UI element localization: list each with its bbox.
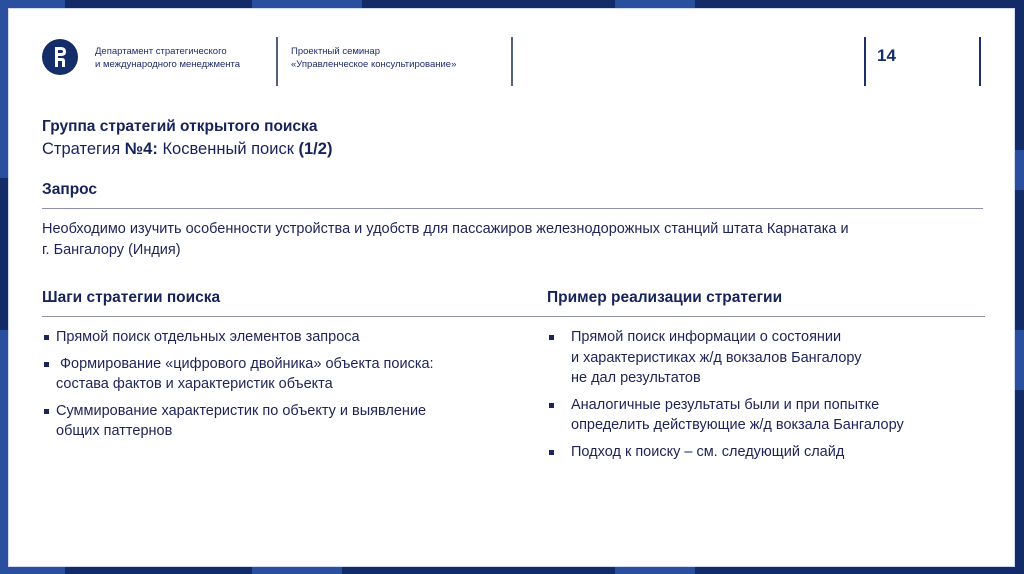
course-name — [291, 45, 456, 71]
strategy-name: Косвенный поиск — [157, 140, 299, 158]
steps-list-item: Суммирование характеристик по объекту и выявление общих паттернов — [42, 401, 502, 442]
request-divider — [42, 208, 983, 209]
frame-band-top-mid — [252, 0, 362, 9]
frame-band-bottom-mid — [252, 566, 342, 574]
hse-logo-glyph-icon — [51, 45, 69, 69]
course-line-1: Проектный семинар — [291, 46, 380, 57]
frame-band-bottom-left — [0, 566, 65, 574]
header-separator-4 — [979, 37, 981, 86]
strategy-title — [42, 140, 332, 159]
steps-list — [42, 327, 502, 448]
frame-band-bottom-mid2 — [615, 566, 695, 574]
example-list — [546, 327, 986, 468]
course-line-2: «Управленческое консультирование» — [291, 59, 457, 70]
strategy-part: (1/2) — [298, 140, 333, 158]
strategy-group-title: Группа стратегий открытого поиска — [42, 118, 318, 135]
department-line-2: и международного менеджмента — [95, 59, 241, 70]
frame-band-top-mid2 — [615, 0, 695, 9]
frame-band-left2 — [0, 330, 9, 574]
example-list-item: Прямой поиск информации о состоянии и характеристиках ж/д вокзалов Бангалору не дал результатов — [546, 327, 986, 389]
columns-divider — [42, 316, 985, 317]
page-number: 14 — [877, 46, 896, 65]
square-bullet-icon — [44, 409, 49, 414]
square-bullet-icon — [44, 335, 49, 340]
frame-band-right — [1014, 150, 1024, 190]
slide-content-panel — [9, 9, 1014, 566]
example-heading: Пример реализации стратегии — [547, 289, 783, 306]
strategy-prefix: Стратегия — [42, 140, 125, 158]
square-bullet-icon — [44, 362, 49, 367]
request-text-line-2: г. Бангалору (Индия) — [42, 242, 181, 258]
example-list-item: Подход к поиску – см. следующий слайд — [546, 442, 986, 463]
request-text — [42, 219, 942, 261]
frame-band-right2 — [1014, 330, 1024, 390]
square-bullet-icon — [549, 403, 554, 408]
department-line-1: Департамент стратегического — [95, 46, 227, 57]
department-name — [95, 45, 240, 71]
example-list-item: Аналогичные результаты были и при попытке определить действующие ж/д вокзала Бангалору — [546, 395, 986, 436]
frame-band-left — [0, 0, 9, 178]
header-separator-1 — [276, 37, 278, 86]
steps-list-item: Формирование «цифрового двойника» объекта поиска: состава фактов и характеристик объекта — [42, 354, 502, 395]
request-heading: Запрос — [42, 181, 98, 198]
header-separator-2 — [511, 37, 513, 86]
square-bullet-icon — [549, 450, 554, 455]
steps-list-item: Прямой поиск отдельных элементов запроса — [42, 327, 502, 348]
steps-heading: Шаги стратегии поиска — [42, 289, 221, 306]
header-separator-3 — [864, 37, 866, 86]
square-bullet-icon — [549, 335, 554, 340]
hse-logo-icon — [42, 39, 78, 75]
frame-band-top-left — [0, 0, 65, 9]
request-text-line-1: Необходимо изучить особенности устройства и удобств для пассажиров железнодорожных станций штата Карнатака и — [42, 221, 849, 237]
strategy-number: №4: — [124, 140, 158, 158]
